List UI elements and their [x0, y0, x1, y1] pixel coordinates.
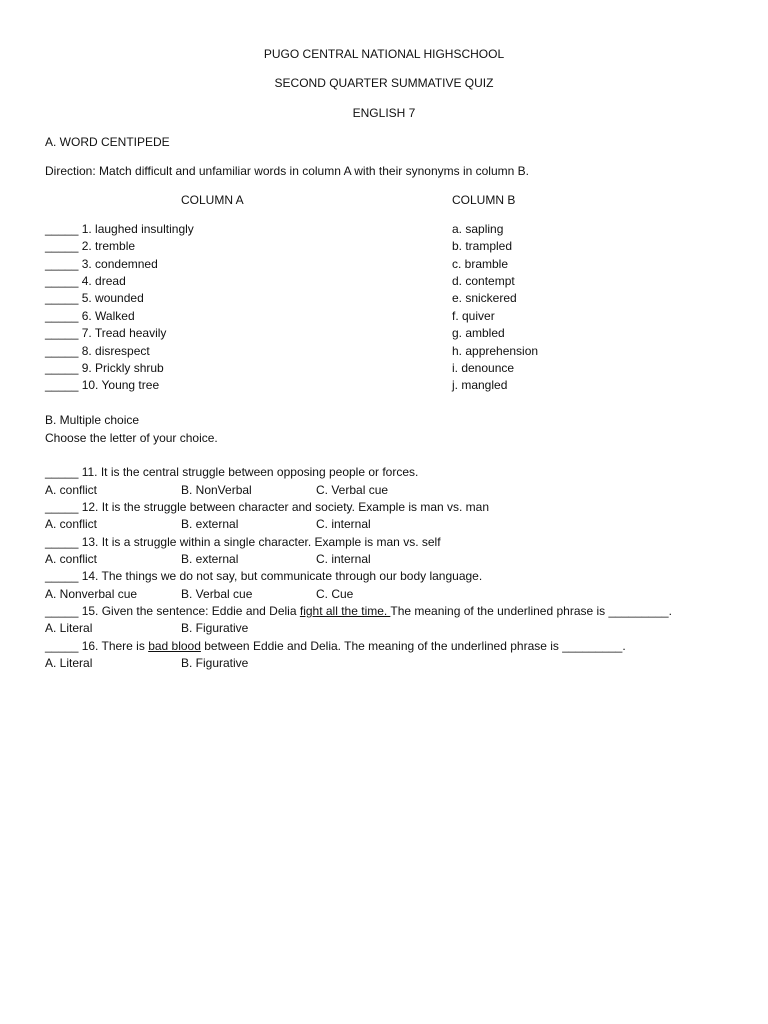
option-c: C. internal: [316, 552, 371, 566]
column-b-item: a. sapling: [452, 222, 504, 236]
column-a-item: _____ 5. wounded: [45, 291, 144, 305]
column-b-item: e. snickered: [452, 291, 517, 305]
option-b: B. external: [181, 552, 239, 566]
column-a-item: _____ 7. Tread heavily: [45, 326, 167, 340]
column-b-item: f. quiver: [452, 309, 495, 323]
option-b: B. Verbal cue: [181, 587, 253, 601]
column-b-item: d. contempt: [452, 274, 515, 288]
column-b-item: i. denounce: [452, 361, 515, 375]
option-c: C. Cue: [316, 587, 354, 601]
question-16-suffix: between Eddie and Delia. The meaning of the underlined phrase is _________.: [200, 639, 626, 653]
column-a-item: _____ 3. condemned: [45, 257, 158, 271]
option-c: C. internal: [316, 517, 371, 531]
column-a-item: _____ 6. Walked: [45, 309, 135, 323]
part-b-title: B. Multiple choice: [45, 413, 140, 427]
question-16: [45, 638, 626, 654]
option-b: B. external: [181, 517, 239, 531]
column-b-item: j. mangled: [452, 378, 508, 392]
question-15: [45, 603, 672, 619]
option-a: A. conflict: [45, 483, 98, 497]
option-c: C. Verbal cue: [316, 483, 389, 497]
column-a-item: _____ 8. disrespect: [45, 344, 150, 358]
option-a: A. Literal: [45, 621, 93, 635]
column-a-item: _____ 4. dread: [45, 274, 126, 288]
question-11: _____ 11. It is the central struggle between opposing people or forces.: [45, 465, 419, 479]
subject-title: ENGLISH 7: [352, 106, 416, 120]
column-a-header: COLUMN A: [181, 193, 244, 207]
question-12: _____ 12. It is the struggle between character and society. Example is man vs. man: [45, 500, 490, 514]
column-b-item: g. ambled: [452, 326, 505, 340]
option-a: A. conflict: [45, 552, 98, 566]
column-a-item: _____ 1. laughed insultingly: [45, 222, 194, 236]
question-15-suffix: The meaning of the underlined phrase is _________.: [390, 604, 672, 618]
option-a: A. conflict: [45, 517, 98, 531]
column-a-item: _____ 9. Prickly shrub: [45, 361, 164, 375]
option-a: A. Literal: [45, 656, 93, 670]
question-16-prefix: _____ 16. There is: [45, 639, 149, 653]
option-b: B. Figurative: [181, 621, 249, 635]
column-b-item: c. bramble: [452, 257, 509, 271]
underlined-phrase: fight all the time.: [299, 604, 391, 618]
column-b-item: h. apprehension: [452, 344, 539, 358]
option-b: B. Figurative: [181, 656, 249, 670]
question-14: _____ 14. The things we do not say, but communicate through our body language.: [45, 569, 483, 583]
column-a-item: _____ 2. tremble: [45, 239, 136, 253]
column-a-item: _____ 10. Young tree: [45, 378, 160, 392]
school-name: PUGO CENTRAL NATIONAL HIGHSCHOOL: [263, 47, 505, 61]
question-15-prefix: _____ 15. Given the sentence: Eddie and Delia: [45, 604, 300, 618]
option-a: A. Nonverbal cue: [45, 587, 138, 601]
underlined-phrase: bad blood: [148, 639, 201, 653]
column-b-header: COLUMN B: [452, 193, 516, 207]
part-b-instruction: Choose the letter of your choice.: [45, 431, 218, 445]
part-a-title: A. WORD CENTIPEDE: [45, 135, 170, 149]
column-b-item: b. trampled: [452, 239, 513, 253]
question-13: _____ 13. It is a struggle within a single character. Example is man vs. self: [45, 535, 441, 549]
option-b: B. NonVerbal: [181, 483, 252, 497]
part-a-direction: Direction: Match difficult and unfamiliar words in column A with their synonyms in column B.: [45, 164, 529, 178]
quiz-title: SECOND QUARTER SUMMATIVE QUIZ: [274, 76, 494, 90]
